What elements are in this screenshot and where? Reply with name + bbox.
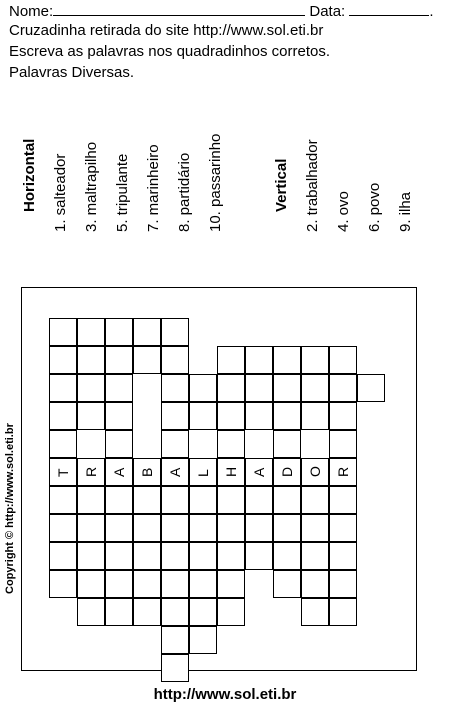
crossword-cell[interactable] xyxy=(189,570,217,598)
horizontal-clue: 8. partidário xyxy=(176,152,193,232)
horizontal-clue: 7. marinheiro xyxy=(145,144,162,232)
crossword-cell[interactable] xyxy=(161,514,189,542)
crossword-cell[interactable] xyxy=(357,374,385,402)
crossword-cell[interactable] xyxy=(329,374,357,402)
crossword-cell[interactable] xyxy=(77,318,105,346)
crossword-cell[interactable] xyxy=(133,542,161,570)
crossword-cell[interactable] xyxy=(245,542,273,570)
date-end: . xyxy=(429,3,434,20)
vertical-title: Vertical xyxy=(273,158,290,212)
crossword-cell[interactable] xyxy=(245,346,273,374)
crossword-cell[interactable] xyxy=(273,570,301,598)
crossword-cell[interactable] xyxy=(161,570,189,598)
crossword-cell[interactable] xyxy=(161,402,189,430)
crossword-cell[interactable] xyxy=(273,346,301,374)
crossword-cell[interactable] xyxy=(77,598,105,626)
vertical-clue: 2. trabalhador xyxy=(304,139,321,232)
crossword-cell[interactable] xyxy=(105,374,133,402)
intro-line-3: Palavras Diversas. xyxy=(9,64,135,81)
crossword-cell[interactable] xyxy=(161,626,189,654)
crossword-cell[interactable] xyxy=(133,514,161,542)
crossword-cell[interactable] xyxy=(217,346,245,374)
crossword-cell[interactable] xyxy=(329,570,357,598)
crossword-cell[interactable] xyxy=(301,514,329,542)
crossword-cell[interactable] xyxy=(77,374,105,402)
crossword-letter: R xyxy=(83,466,99,477)
crossword-cell[interactable] xyxy=(245,374,273,402)
crossword-cell[interactable] xyxy=(189,514,217,542)
crossword-cell[interactable] xyxy=(273,430,301,458)
crossword-letter: A xyxy=(167,467,183,477)
crossword-cell[interactable] xyxy=(301,402,329,430)
crossword-cell[interactable] xyxy=(329,542,357,570)
crossword-cell[interactable] xyxy=(273,486,301,514)
vertical-clue: 4. ovo xyxy=(335,191,352,232)
crossword-cell[interactable] xyxy=(189,486,217,514)
crossword-cell[interactable] xyxy=(301,598,329,626)
crossword-cell[interactable] xyxy=(105,346,133,374)
horizontal-clue: 1. salteador xyxy=(52,153,69,232)
crossword-cell[interactable] xyxy=(217,374,245,402)
crossword-letter: D xyxy=(279,466,295,477)
crossword-cell[interactable] xyxy=(217,598,245,626)
crossword-cell[interactable] xyxy=(329,514,357,542)
crossword-cell[interactable] xyxy=(301,570,329,598)
crossword-cell[interactable] xyxy=(329,430,357,458)
intro-line-1: Cruzadinha retirada do site http://www.sol.eti.br xyxy=(9,22,324,39)
crossword-cell[interactable] xyxy=(105,430,133,458)
crossword-cell[interactable] xyxy=(189,402,217,430)
date-field-line[interactable] xyxy=(349,2,429,16)
crossword-cell[interactable] xyxy=(329,346,357,374)
crossword-cell[interactable] xyxy=(245,402,273,430)
vertical-clue: 9. ilha xyxy=(397,191,414,232)
crossword-cell[interactable] xyxy=(105,542,133,570)
crossword-cell[interactable] xyxy=(133,570,161,598)
crossword-letter: R xyxy=(335,466,351,477)
crossword-cell[interactable] xyxy=(301,486,329,514)
crossword-cell[interactable] xyxy=(161,542,189,570)
horizontal-clue: 5. tripulante xyxy=(114,153,131,232)
crossword-cell[interactable] xyxy=(49,402,77,430)
intro-line-2: Escreva as palavras nos quadradinhos corretos. xyxy=(9,43,331,60)
crossword-cell[interactable] xyxy=(245,486,273,514)
crossword-cell[interactable] xyxy=(133,346,161,374)
crossword-cell[interactable] xyxy=(217,514,245,542)
crossword-cell[interactable] xyxy=(49,346,77,374)
crossword-cell[interactable] xyxy=(245,514,273,542)
crossword-board xyxy=(21,287,417,671)
crossword-cell[interactable] xyxy=(273,374,301,402)
crossword-letter: O xyxy=(307,466,323,477)
crossword-cell[interactable] xyxy=(105,570,133,598)
copyright-sidebar: Copyright © http://www.sol.eti.br xyxy=(4,423,16,594)
crossword-cell[interactable] xyxy=(133,598,161,626)
name-date-line xyxy=(9,2,434,21)
crossword-cell[interactable] xyxy=(49,570,77,598)
name-label: Nome: xyxy=(9,3,54,20)
crossword-cell[interactable] xyxy=(329,598,357,626)
crossword-cell[interactable] xyxy=(217,570,245,598)
crossword-cell[interactable] xyxy=(329,486,357,514)
crossword-cell[interactable] xyxy=(49,542,77,570)
crossword-cell[interactable] xyxy=(161,598,189,626)
crossword-cell[interactable] xyxy=(273,542,301,570)
crossword-cell[interactable] xyxy=(161,374,189,402)
vertical-clue: 6. povo xyxy=(366,182,383,232)
footer-url: http://www.sol.eti.br xyxy=(153,686,297,703)
crossword-cell[interactable] xyxy=(189,374,217,402)
crossword-cell[interactable] xyxy=(49,374,77,402)
crossword-cell[interactable] xyxy=(49,318,77,346)
name-field-line[interactable] xyxy=(53,2,305,16)
crossword-cell[interactable] xyxy=(273,514,301,542)
crossword-cell[interactable] xyxy=(161,654,189,682)
crossword-cell[interactable] xyxy=(77,346,105,374)
crossword-cell[interactable] xyxy=(189,542,217,570)
crossword-cell[interactable] xyxy=(49,514,77,542)
crossword-cell[interactable] xyxy=(161,486,189,514)
crossword-cell[interactable] xyxy=(161,318,189,346)
crossword-cell[interactable] xyxy=(77,402,105,430)
crossword-cell[interactable] xyxy=(77,570,105,598)
crossword-cell[interactable] xyxy=(189,598,217,626)
crossword-cell[interactable] xyxy=(161,346,189,374)
crossword-cell[interactable] xyxy=(105,402,133,430)
crossword-cell[interactable] xyxy=(217,430,245,458)
crossword-cell[interactable] xyxy=(273,402,301,430)
crossword-letter: H xyxy=(223,466,239,477)
crossword-cell[interactable] xyxy=(217,542,245,570)
crossword-letter: A xyxy=(111,467,127,477)
date-label: Data: xyxy=(309,3,346,20)
horizontal-clue: 10. passarinho xyxy=(207,133,224,232)
crossword-cell[interactable] xyxy=(105,598,133,626)
crossword-cell[interactable] xyxy=(77,486,105,514)
crossword-cell[interactable] xyxy=(105,486,133,514)
crossword-cell[interactable] xyxy=(105,318,133,346)
crossword-cell[interactable] xyxy=(217,402,245,430)
crossword-cell[interactable] xyxy=(105,514,133,542)
horizontal-title: Horizontal xyxy=(21,138,38,212)
crossword-cell[interactable] xyxy=(49,486,77,514)
crossword-cell[interactable] xyxy=(329,402,357,430)
crossword-cell[interactable] xyxy=(217,486,245,514)
horizontal-clue: 3. maltrapilho xyxy=(83,141,100,232)
crossword-letter: L xyxy=(195,469,211,477)
crossword-cell[interactable] xyxy=(189,626,217,654)
crossword-letter: A xyxy=(251,467,267,477)
crossword-cell[interactable] xyxy=(77,514,105,542)
crossword-cell[interactable] xyxy=(133,486,161,514)
crossword-cell[interactable] xyxy=(133,318,161,346)
crossword-cell[interactable] xyxy=(301,542,329,570)
crossword-cell[interactable] xyxy=(77,542,105,570)
crossword-letter: B xyxy=(139,467,155,477)
crossword-cell[interactable] xyxy=(301,374,329,402)
crossword-cell[interactable] xyxy=(49,430,77,458)
crossword-cell[interactable] xyxy=(301,346,329,374)
crossword-cell[interactable] xyxy=(161,430,189,458)
crossword-letter: T xyxy=(55,468,71,477)
